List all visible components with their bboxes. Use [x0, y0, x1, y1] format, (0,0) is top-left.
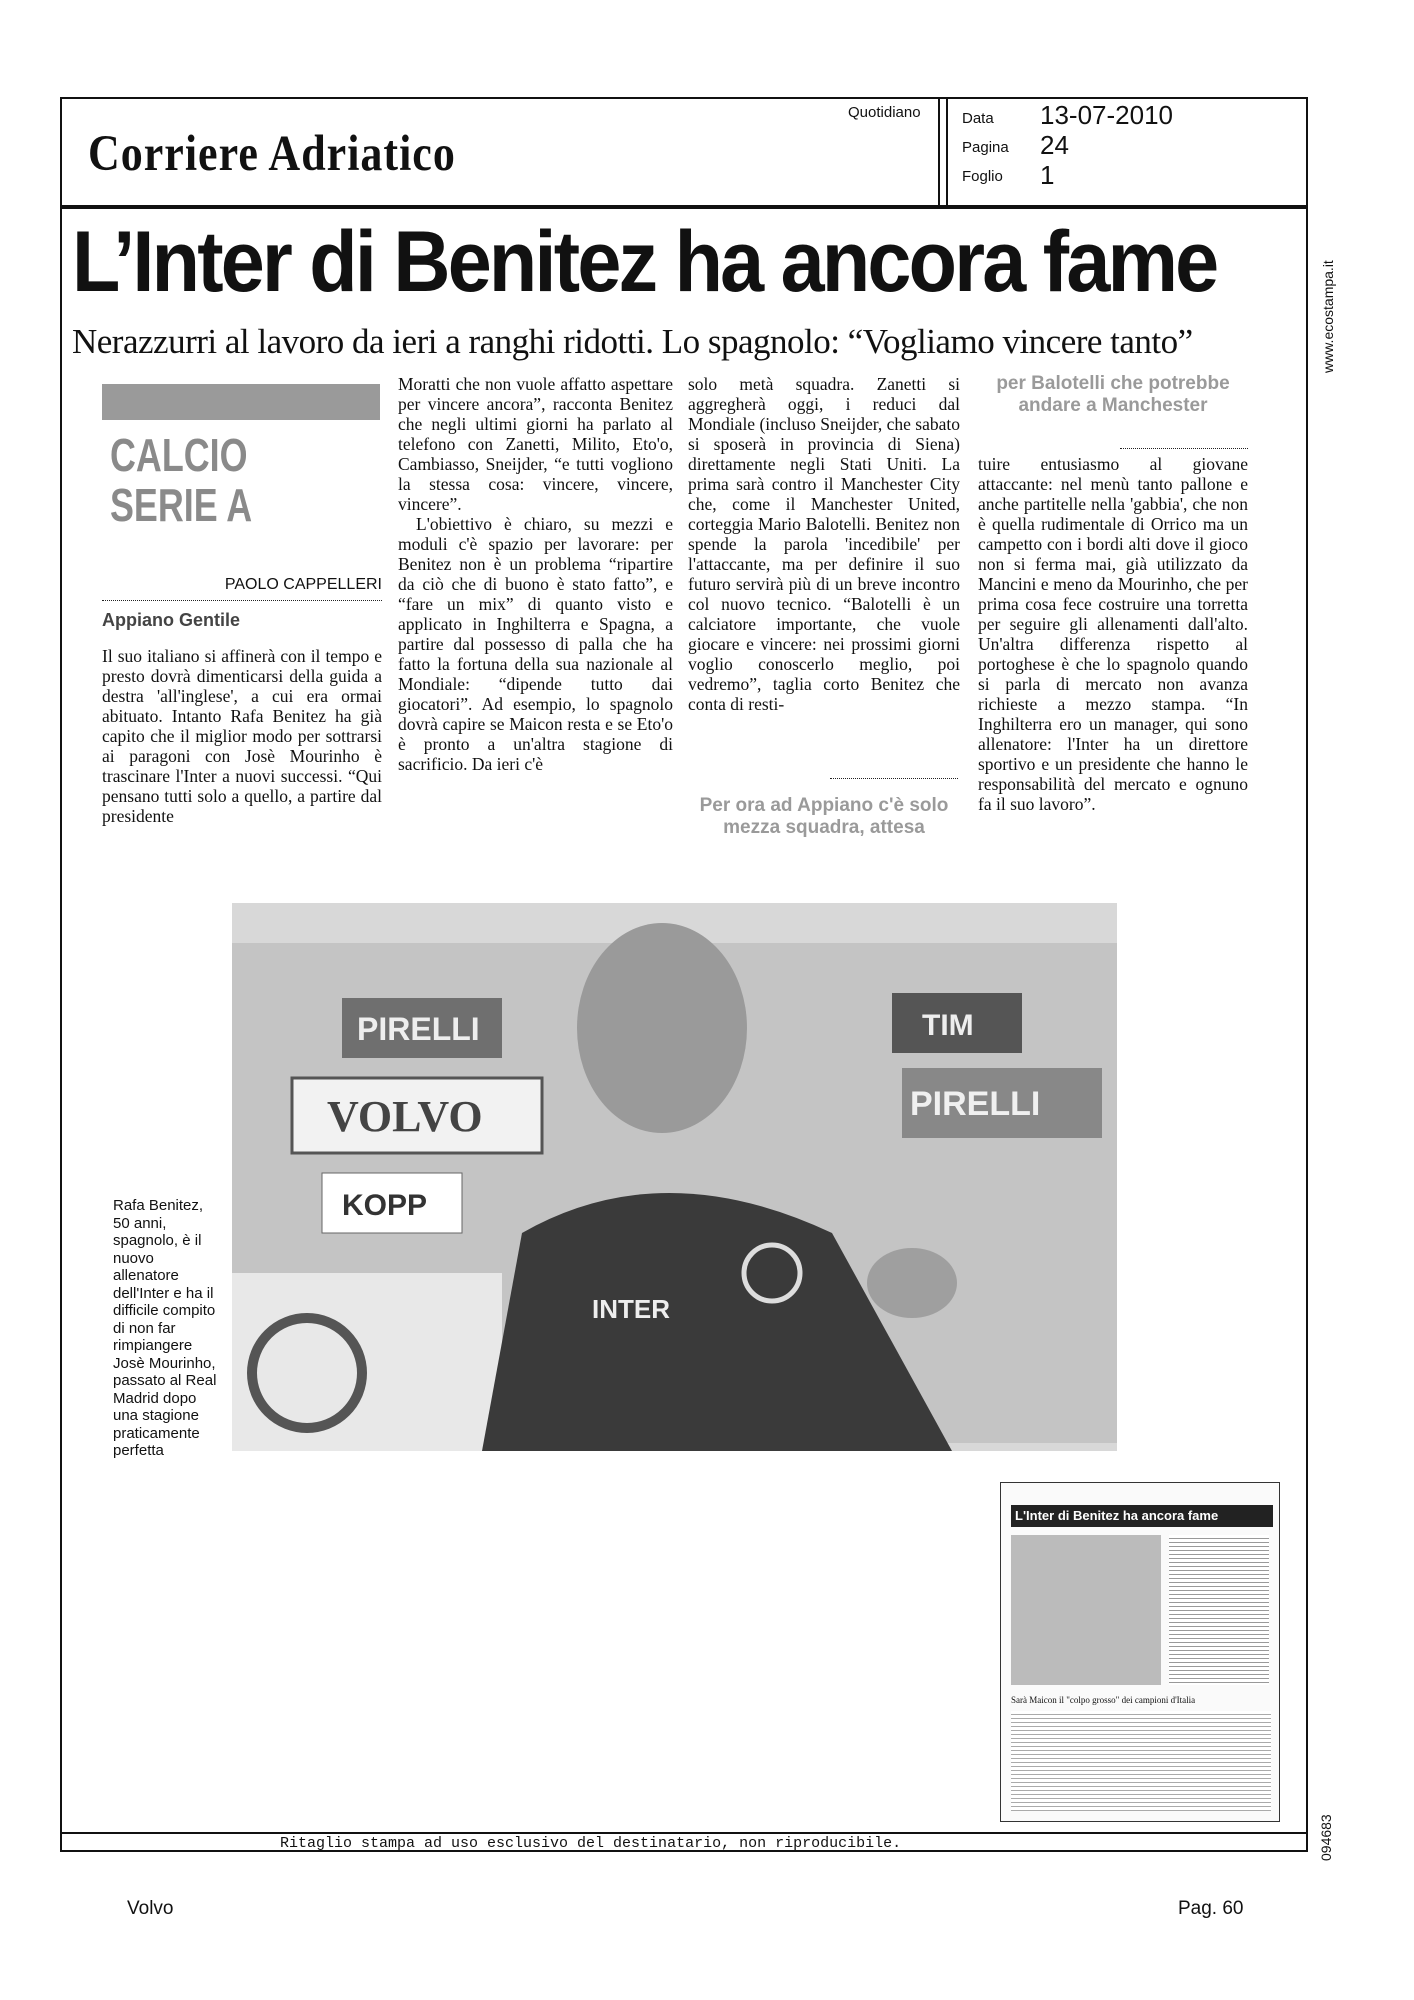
sheet-value: 1 — [1040, 160, 1055, 190]
sponsor-text: PIRELLI — [357, 1011, 480, 1047]
kicker-line-1: CALCIO — [110, 429, 248, 481]
kicker-line-2: SERIE A — [110, 479, 253, 531]
clipping-code — [1312, 1805, 1342, 1865]
sponsor-text: TIM — [922, 1009, 974, 1042]
byline: PAOLO CAPPELLERI — [224, 576, 382, 593]
pull-quote-rule — [1120, 448, 1248, 449]
kicker-bar — [102, 384, 380, 420]
photo-caption: Rafa Benitez, 50 anni, spagnolo, è il nuovo allenatore dell'Inter e ha il difficile compito di non far rimpiangere Josè Mourinho, passato al Real Madrid dopo una stagione praticamente perfetta — [113, 1197, 217, 1459]
coach-photo — [232, 903, 1117, 1451]
date-value: 13-07-2010 — [1040, 100, 1173, 130]
paragraph: Moratti che non vuole affatto aspettare per vincere ancora”, racconta Benitez che negli ultimi giorni ha parlato al telefono con Zanetti, Milito, Eto'o, Cambiasso, Sneijder, “e tutti vogliono la stessa cosa: vincere, vincere, vincere”. — [398, 374, 673, 514]
thumbnail-text-block — [1169, 1535, 1269, 1685]
headline: L’Inter di Benitez ha ancora fame — [72, 214, 1217, 310]
sheet-label: Foglio — [962, 168, 1003, 185]
section-kicker — [110, 430, 252, 530]
masthead-divider — [946, 97, 948, 207]
sponsor-text: VOLVO — [327, 1092, 483, 1141]
coach-hand — [867, 1248, 957, 1318]
thumbnail-headline: L'Inter di Benitez ha ancora fame — [1011, 1505, 1273, 1527]
article-column-3 — [688, 374, 960, 714]
sponsor-text: PIRELLI — [910, 1085, 1041, 1123]
dateline-place: Appiano Gentile — [102, 610, 241, 630]
byline-rule — [102, 600, 382, 601]
coach-head — [577, 923, 747, 1133]
article-column-4 — [978, 454, 1248, 814]
paragraph: Il suo italiano si affinerà con il tempo e presto dovrà dimenticarsi della guida a destra 'all'inglese', a cui era ormai abituato. Intanto Rafa Benitez ha già capito che il miglior modo per sottrarsi ai paragoni con Josè Mourinho è trascinare l'Inter a nuovi successi. “Qui pensano tutti solo a quello, a partire dal presidente — [102, 646, 382, 826]
thumbnail-secondary-headline: Sarà Maicon il "colpo grosso" dei campioni d'Italia — [1011, 1695, 1196, 1705]
page-thumbnail — [1000, 1482, 1280, 1822]
shirt-text: INTER — [592, 1294, 670, 1324]
paragraph: solo metà squadra. Zanetti si aggregherà oggi, i reduci dal Mondiale (incluso Sneijder, che sabato si sposerà in provincia di Siena) direttamente negli Stati Uniti. La prima sarà contro il Manchester City che, come il Manchester United, corteggia Mario Balotelli. Benitez non spende la parola 'incedibile' per l'attaccante, ma per definire il suo futuro servirà più di un breve incontro col nuovo tecnico. “Balotelli è un calciatore importante, che vuole giocare e vincere: nei prossimi giorni voglio conoscerlo meglio, poi vedremo”, taglia corto Benitez che conta di resti- — [688, 374, 960, 714]
page-label: Pagina — [962, 139, 1009, 156]
publication-title: Corriere Adriatico — [88, 125, 456, 182]
thumbnail-photo — [1011, 1535, 1161, 1685]
clipping-code-text: 094683 — [1318, 1814, 1334, 1861]
footer-client: Volvo — [127, 1898, 174, 1919]
footer-page-number: Pag. 60 — [1178, 1898, 1244, 1919]
paragraph: tuire entusiasmo al giovane attaccante: nel menù tanto pallone e anche partitelle nella 'gabbia', che non è quella rudimentale di Orrico ma un campetto con i bordi alti dove il gioco non si ferma mai, già utilizzato da Mancini e meno da Mourinho, che per prima cosa fece costruire una torretta per seguire gli allenamenti dall'alto. Un'altra differenza rispetto al portoghese è che lo spagnolo quando si parla di mercato non avanza richieste a mezzo stampa. “In Inghilterra ero un manager, qui sono allenatore: l'Inter ha un direttore sportivo e un presidente che hanno le responsabilità del mercato e ognuno fa il suo lavoro”. — [978, 454, 1248, 814]
website-text: www.ecostampa.it — [1320, 260, 1336, 373]
photo-illustration — [232, 903, 1117, 1451]
website-watermark — [1312, 215, 1344, 375]
thumbnail-text-block — [1011, 1711, 1271, 1811]
pull-quote: Per ora ad Appiano c'è solo mezza squadra, attesa — [699, 795, 949, 838]
publication-type: Quotidiano — [848, 104, 921, 121]
masthead-divider — [938, 97, 940, 207]
sponsor-text: KOPP — [342, 1189, 428, 1222]
disclaimer-text: Ritaglio stampa ad uso esclusivo del destinatario, non riproducibile. — [280, 1835, 902, 1852]
paragraph: L'obiettivo è chiaro, su mezzi e moduli c'è spazio per lavorare: per Benitez non è un problema “ripartire da ciò che di buono è stato fatto”, e “fare un mix” di quanto visto e applicato in Inghilterra e Spagna, a partire dal possesso di palla che ha fatto la fortuna della sua nazionale al Mondiale: “dipende tutto dai giocatori”. Ad esempio, lo spagnolo dovrà capire se Maicon resta e se Eto'o è pronto a un'altra stagione di sacrificio. Da ieri c'è — [398, 514, 673, 774]
pull-quote-continued: per Balotelli che potrebbe andare a Manchester — [996, 373, 1230, 416]
article-column-2 — [398, 374, 673, 774]
subheadline: Nerazzurri al lavoro da ieri a ranghi ridotti. Lo spagnolo: “Vogliamo vincere tanto” — [72, 322, 1193, 361]
date-label: Data — [962, 110, 994, 127]
page-value: 24 — [1040, 130, 1069, 160]
pull-quote-rule — [830, 778, 958, 779]
inter-banner — [232, 1273, 502, 1451]
article-column-1 — [102, 646, 382, 826]
